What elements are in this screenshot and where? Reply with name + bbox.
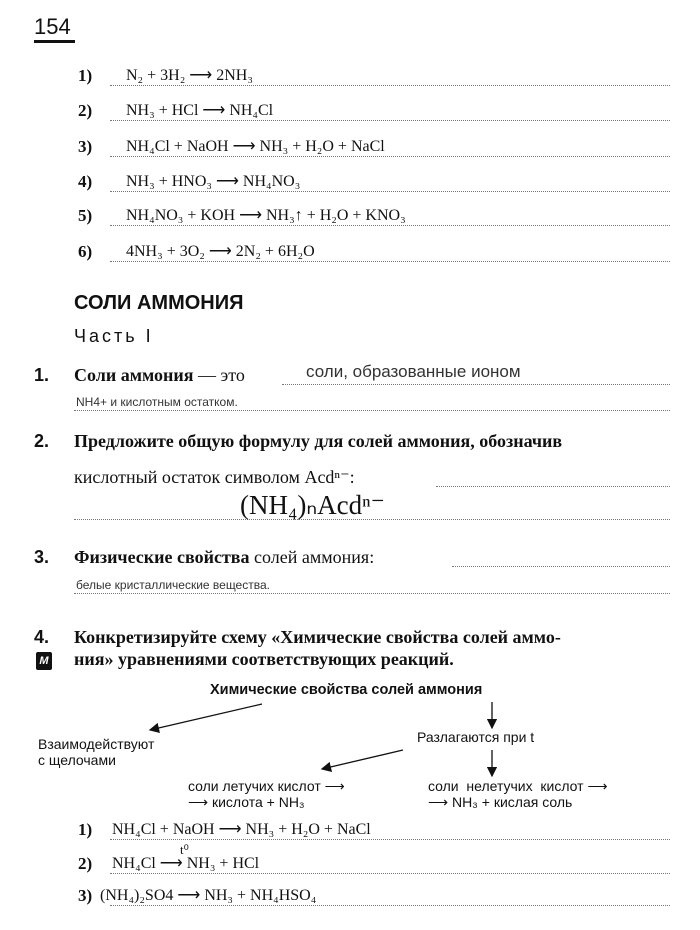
q1-term: Соли аммония [74, 365, 194, 385]
equation: NH₄Cl + NaOH ⟶ NH₃ + H₂O + NaCl [126, 138, 385, 155]
q4-number: 4. [34, 627, 50, 647]
equation: NH₄Cl ⟶ NH₃ + HCl [112, 855, 260, 872]
eq-num: 6) [78, 242, 93, 261]
eq-num: 3) [78, 886, 93, 905]
diagram-volatile-1: соли летучих кислот ⟶ [188, 778, 345, 794]
q4-line2: ния» уравнениями соответствующих реакций. [74, 649, 454, 669]
equation: NH₃ + HNO₃ ⟶ NH₄NO₃ [126, 173, 301, 190]
q1-number: 1. [34, 365, 50, 385]
q4-line1: Конкретизируйте схему «Химические свойства солей аммо- [74, 627, 561, 647]
equation: NH₄Cl + NaOH ⟶ NH₃ + H₂O + NaCl [112, 821, 371, 838]
page-number: 154 [34, 14, 75, 43]
q2-number: 2. [34, 431, 50, 451]
eq-num: 2) [78, 854, 93, 873]
q2-line2: кислотный остаток символом Acdⁿ⁻: [74, 467, 355, 487]
diagram-title: Химические свойства солей аммония [210, 682, 483, 698]
q2-answer-formula: (NH₄)ₙAcdⁿ⁻ [240, 490, 385, 520]
method-icon: М [36, 652, 52, 670]
diagram-left-line1: Взаимодействуют [38, 736, 155, 752]
part-label: Часть I [74, 326, 154, 346]
diagram-nonvolatile-1: соли нелетучих кислот ⟶ [428, 778, 608, 794]
equation: 4NH₃ + 3O₂ ⟶ 2N₂ + 6H₂O [126, 243, 315, 260]
eq-num: 5) [78, 206, 93, 225]
q3-term: Физические свойства [74, 547, 250, 567]
equation: NH₃ + HCl ⟶ NH₄Cl [126, 102, 274, 119]
diagram-nonvolatile-2: ⟶ NH₃ + кислая соль [428, 794, 573, 810]
eq-num: 1) [78, 820, 93, 839]
q3-suffix: солей аммония: [249, 547, 375, 567]
eq-num: 3) [78, 137, 93, 156]
eq-num: 1) [78, 66, 93, 85]
diagram-volatile-2: ⟶ кислота + NH₃ [188, 794, 305, 810]
equation: N₂ + 3H₂ ⟶ 2NH₃ [126, 67, 253, 84]
diagram-right: Разлагаются при t [417, 729, 535, 745]
eq-num: 2) [78, 101, 93, 120]
q3-number: 3. [34, 547, 50, 567]
equation-row [78, 818, 670, 842]
diagram-left-line2: с щелочами [38, 752, 116, 768]
q3-answer: белые кристаллические вещества. [76, 578, 270, 592]
q1-answer-line1: соли, образованные ионом [306, 362, 521, 381]
equation: (NH₄)₂SO4 ⟶ NH₃ + NH₄HSO₄ [100, 887, 317, 904]
equation: NH₄NO₃ + KOH ⟶ NH₃↑ + H₂O + KNO₃ [126, 207, 406, 224]
equation-row [78, 852, 670, 876]
q2-line1: Предложите общую формулу для солей аммония, обозначив [74, 431, 563, 451]
q1-suffix: — это [193, 365, 245, 385]
equation-row [78, 884, 670, 908]
section-title: СОЛИ АММОНИЯ [74, 292, 244, 314]
heat-label: t⁰ [180, 842, 189, 857]
q1-answer-line2: NH4+ и кислотным остатком. [76, 395, 238, 409]
eq-num: 4) [78, 172, 93, 191]
